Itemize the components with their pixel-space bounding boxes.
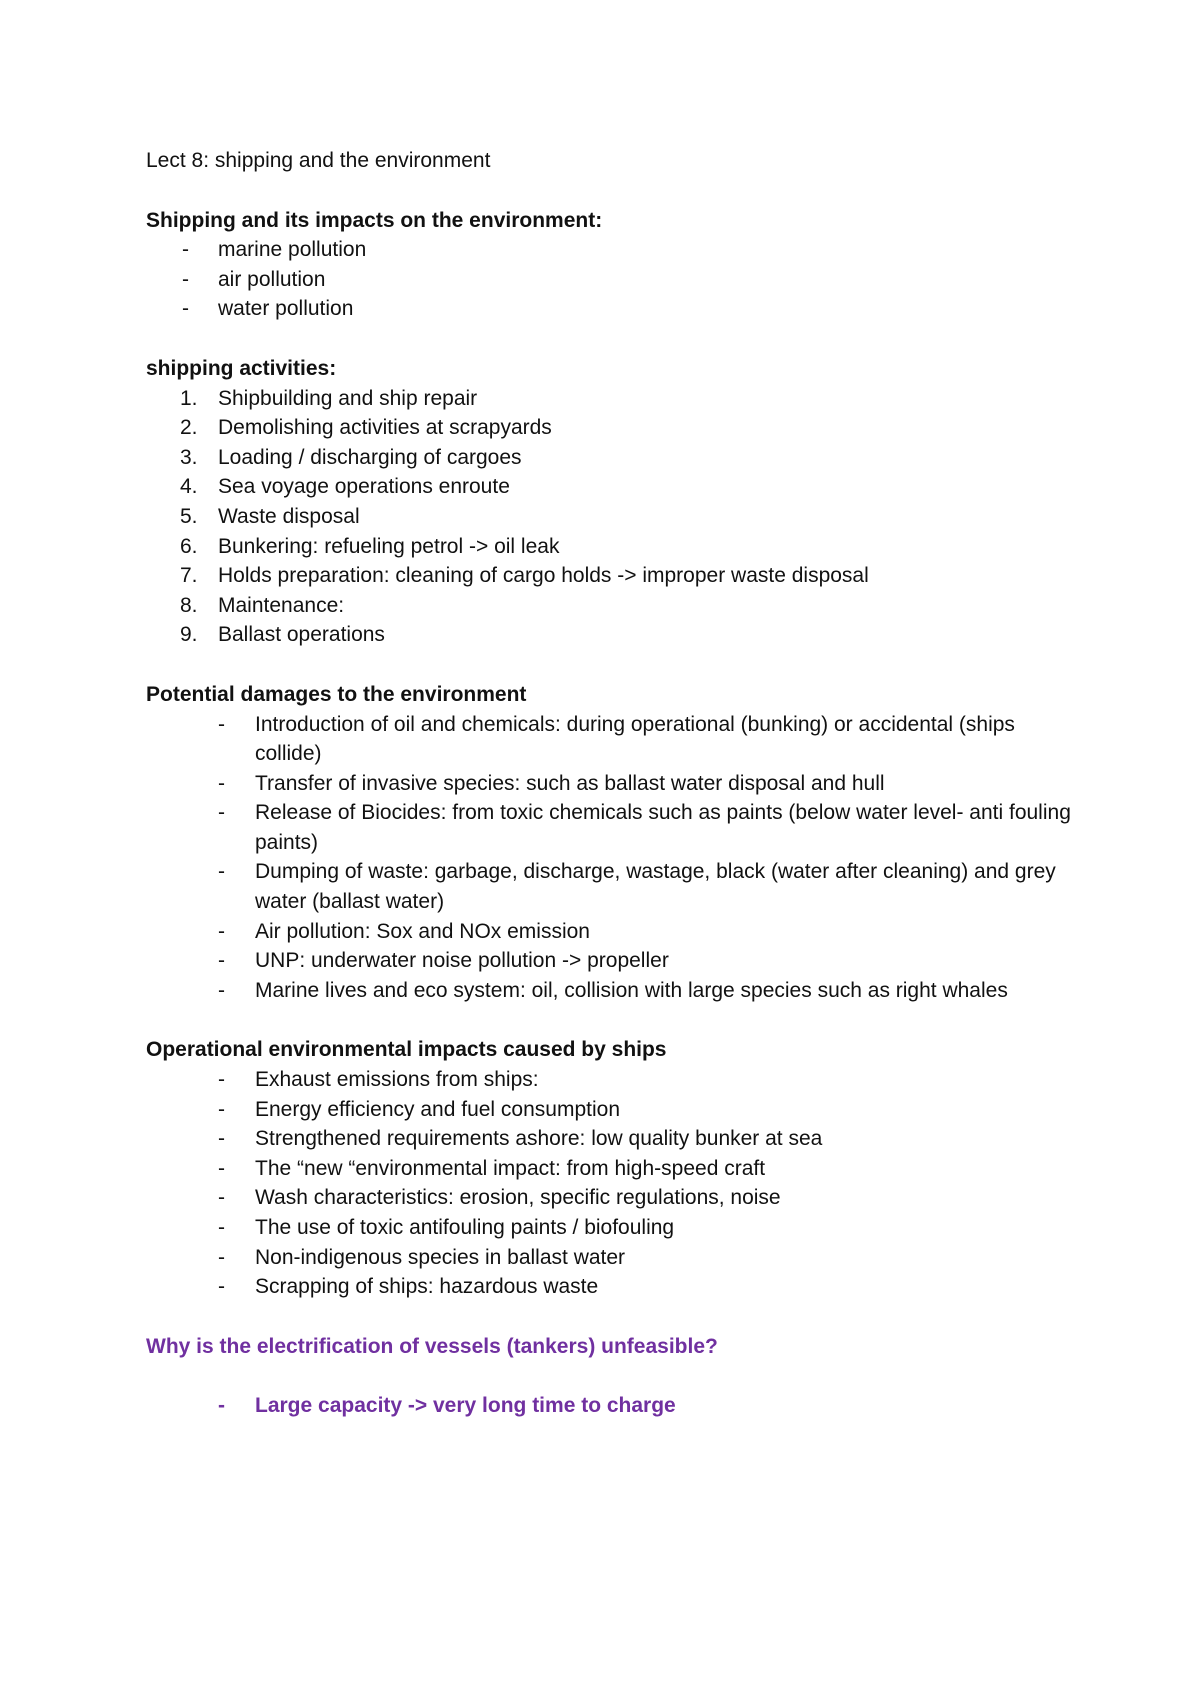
- list-number: 8.: [180, 593, 198, 617]
- dash-marker: -: [218, 1127, 225, 1151]
- list-item-text: Holds preparation: cleaning of cargo holds -> improper waste disposal: [218, 564, 869, 588]
- list-item: [146, 1243, 1106, 1273]
- dash-marker: -: [218, 1245, 225, 1269]
- list-item: [146, 976, 1106, 1006]
- operational-heading: Operational environmental impacts caused by ships: [146, 1038, 667, 1062]
- question-list: [146, 1391, 1106, 1421]
- list-item: [146, 502, 1106, 532]
- list-item-text: Air pollution: Sox and NOx emission: [255, 919, 590, 943]
- dash-marker: -: [218, 1068, 225, 1092]
- list-item: [146, 561, 1106, 591]
- document-page: [146, 146, 1106, 1421]
- list-item-text: water pollution: [218, 297, 354, 321]
- list-item-text: Demolishing activities at scrapyards: [218, 416, 552, 440]
- damages-list: [146, 710, 1106, 1006]
- list-item: [146, 1272, 1106, 1302]
- list-item-text: Strengthened requirements ashore: low quality bunker at sea: [255, 1127, 823, 1151]
- dash-marker: -: [218, 1394, 225, 1418]
- list-item: [146, 620, 1106, 650]
- list-number: 7.: [180, 564, 198, 588]
- list-item-text: Release of Biocides: from toxic chemicals such as paints (below water level- anti fouling paints): [255, 801, 1071, 854]
- dash-marker: -: [218, 712, 225, 736]
- list-item: [146, 769, 1106, 799]
- list-number: 6.: [180, 534, 198, 558]
- list-item-text: Transfer of invasive species: such as ballast water disposal and hull: [255, 771, 885, 795]
- list-item-text: Loading / discharging of cargoes: [218, 445, 522, 469]
- impacts-list: [146, 235, 1106, 324]
- spacer: [146, 324, 1106, 354]
- list-item-text: Bunkering: refueling petrol -> oil leak: [218, 534, 560, 558]
- list-item-text: Sea voyage operations enroute: [218, 475, 510, 499]
- list-number: 9.: [180, 623, 198, 647]
- list-item: [146, 798, 1106, 857]
- dash-marker: -: [218, 949, 225, 973]
- list-item: [146, 265, 1106, 295]
- list-item-text: marine pollution: [218, 238, 367, 262]
- list-number: 3.: [180, 445, 198, 469]
- dash-marker: -: [218, 1186, 225, 1210]
- list-item: [146, 1391, 1106, 1421]
- list-item-text: UNP: underwater noise pollution -> propeller: [255, 949, 669, 973]
- spacer: [146, 1361, 1106, 1391]
- list-item: [146, 235, 1106, 265]
- list-item-text: Exhaust emissions from ships:: [255, 1068, 539, 1092]
- list-item-text: Scrapping of ships: hazardous waste: [255, 1275, 599, 1299]
- list-item: [146, 384, 1106, 414]
- list-item-text: Marine lives and eco system: oil, collision with large species such as right whales: [255, 978, 1008, 1002]
- dash-marker: -: [182, 267, 189, 291]
- list-item: [146, 532, 1106, 562]
- list-item: [146, 710, 1106, 769]
- dash-marker: -: [218, 1156, 225, 1180]
- list-item-text: Shipbuilding and ship repair: [218, 386, 478, 410]
- dash-marker: -: [218, 1216, 225, 1239]
- dash-marker: -: [218, 978, 225, 1002]
- list-item: [146, 917, 1106, 947]
- list-item: [146, 1095, 1106, 1125]
- list-item: [146, 413, 1106, 443]
- list-item-text: The use of toxic antifouling paints / biofouling: [255, 1216, 675, 1239]
- dash-marker: -: [182, 297, 189, 321]
- dash-marker: -: [218, 1275, 225, 1299]
- spacer: [146, 1302, 1106, 1332]
- list-item-text: Introduction of oil and chemicals: during operational (bunking) or accidental (ships collide): [255, 712, 1015, 766]
- dash-marker: -: [218, 801, 225, 825]
- list-item-text: Waste disposal: [218, 504, 360, 528]
- dash-marker: -: [182, 238, 189, 262]
- spacer: [146, 176, 1106, 206]
- list-item-text: Wash characteristics: erosion, specific regulations, noise: [255, 1186, 781, 1210]
- list-number: 5.: [180, 504, 198, 528]
- operational-list: [146, 1065, 1106, 1302]
- list-item: [146, 1213, 1106, 1243]
- dash-marker: -: [218, 1097, 225, 1121]
- list-item: [146, 443, 1106, 473]
- list-item: [146, 294, 1106, 324]
- spacer: [146, 650, 1106, 680]
- list-item-text: Dumping of waste: garbage, discharge, wastage, black (water after cleaning) and grey water (ballast water): [255, 860, 1056, 914]
- list-item: [146, 472, 1106, 502]
- list-number: 4.: [180, 475, 198, 499]
- impacts-heading: Shipping and its impacts on the environment:: [146, 208, 603, 232]
- dash-marker: -: [218, 860, 225, 884]
- list-item-text: Large capacity -> very long time to charge: [255, 1394, 676, 1418]
- list-number: 2.: [180, 416, 198, 440]
- list-item-text: Non-indigenous species in ballast water: [255, 1245, 626, 1269]
- list-item-text: air pollution: [218, 267, 326, 291]
- list-item: [146, 591, 1106, 621]
- dash-marker: -: [218, 919, 225, 943]
- spacer: [146, 1005, 1106, 1035]
- list-item: [146, 1124, 1106, 1154]
- dash-marker: -: [218, 771, 225, 795]
- list-item: [146, 857, 1106, 916]
- activities-heading: shipping activities:: [146, 356, 337, 380]
- activities-list: [146, 384, 1106, 650]
- question-heading: Why is the electrification of vessels (tankers) unfeasible?: [146, 1334, 718, 1358]
- damages-heading: Potential damages to the environment: [146, 682, 527, 706]
- list-item: [146, 1154, 1106, 1184]
- list-item-text: Ballast operations: [218, 623, 385, 647]
- list-item-text: The “new “environmental impact: from high-speed craft: [255, 1156, 766, 1180]
- document-title: Lect 8: shipping and the environment: [146, 149, 491, 172]
- list-item-text: Energy efficiency and fuel consumption: [255, 1097, 620, 1121]
- list-number: 1.: [180, 386, 198, 410]
- list-item: [146, 1065, 1106, 1095]
- list-item-text: Maintenance:: [218, 593, 345, 617]
- list-item: [146, 946, 1106, 976]
- list-item: [146, 1183, 1106, 1213]
